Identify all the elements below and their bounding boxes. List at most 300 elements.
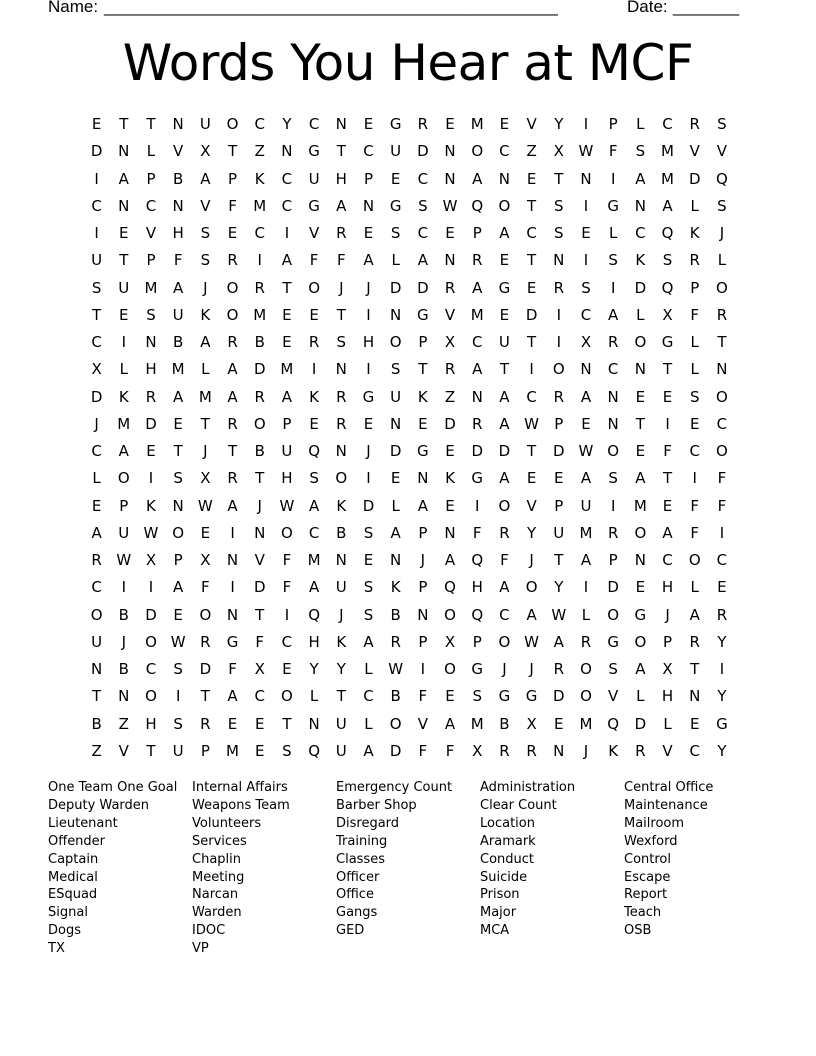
grid-letter: H <box>661 578 674 597</box>
grid-letter: Q <box>308 442 320 460</box>
grid-letter: Q <box>308 605 320 624</box>
grid-letter: O <box>552 360 565 379</box>
grid-letter: O <box>580 687 592 706</box>
grid-letter: A <box>526 605 537 624</box>
grid-letter: Q <box>308 741 320 760</box>
grid-letter: K <box>445 469 455 488</box>
grid-letter: T <box>336 305 346 324</box>
grid-letter: R <box>145 387 157 406</box>
grid-letter: G <box>226 632 239 651</box>
grid-letter: R <box>553 278 564 297</box>
grid-letter: G <box>498 687 511 706</box>
grid-letter: C <box>526 387 537 406</box>
grid-letter: S <box>608 469 618 488</box>
grid-letter: W <box>551 605 567 624</box>
grid-letter: E <box>717 578 727 597</box>
grid-letter: C <box>662 551 673 569</box>
grid-letter: S <box>91 278 102 297</box>
word-bank-item: Classes <box>336 851 385 867</box>
grid-letter: S <box>200 251 211 270</box>
grid-letter: D <box>498 442 511 460</box>
grid-letter: F <box>717 496 727 515</box>
word-search-grid <box>83 111 736 765</box>
grid-letter: E <box>689 714 700 733</box>
grid-letter: A <box>417 251 428 270</box>
grid-letter: P <box>554 414 564 433</box>
grid-letter: V <box>417 714 428 733</box>
grid-letter: I <box>284 605 290 624</box>
grid-letter: L <box>201 360 210 379</box>
grid-letter: B <box>390 605 401 624</box>
grid-letter: P <box>663 632 673 651</box>
grid-letter: L <box>608 224 618 242</box>
word-bank-item: Lieutenant <box>48 815 118 831</box>
grid-letter: D <box>417 278 429 297</box>
grid-letter: N <box>716 360 728 379</box>
grid-letter: I <box>230 523 235 542</box>
grid-letter: Q <box>471 605 484 624</box>
grid-letter: Q <box>444 578 456 597</box>
grid-letter: I <box>257 251 262 270</box>
grid-letter: W <box>279 496 295 515</box>
grid-letter: G <box>607 632 619 651</box>
grid-letter: B <box>254 442 265 460</box>
grid-letter: L <box>92 469 101 488</box>
grid-letter: I <box>583 251 589 270</box>
grid-letter: K <box>200 305 211 324</box>
grid-letter: U <box>335 741 347 760</box>
grid-letter: N <box>390 551 402 569</box>
grid-row <box>83 656 736 683</box>
word-bank-item: Disregard <box>336 815 400 831</box>
grid-letter: K <box>336 632 347 651</box>
word-bank-item: Internal Affairs <box>192 780 288 795</box>
grid-letter: D <box>553 442 565 460</box>
grid-letter: E <box>200 523 211 542</box>
grid-letter: N <box>417 605 429 624</box>
grid-letter: U <box>199 115 211 133</box>
grid-letter: G <box>417 442 429 460</box>
grid-letter: N <box>362 196 375 215</box>
grid-letter: D <box>417 142 429 161</box>
grid-letter: U <box>308 169 320 188</box>
grid-letter: R <box>390 632 401 651</box>
grid-letter: E <box>554 469 564 488</box>
grid-letter: X <box>553 142 564 161</box>
word-bank-column <box>480 779 624 958</box>
grid-letter: T <box>554 551 564 569</box>
grid-letter: G <box>498 278 511 297</box>
grid-letter: R <box>689 632 700 651</box>
grid-letter: N <box>172 115 184 133</box>
grid-letter: G <box>634 605 647 624</box>
grid-letter: M <box>117 414 131 433</box>
grid-letter: X <box>200 551 211 569</box>
grid-row <box>83 138 736 165</box>
grid-letter: Q <box>607 714 620 733</box>
grid-letter: N <box>607 387 619 406</box>
grid-letter: T <box>527 196 537 215</box>
grid-letter: V <box>145 224 157 242</box>
grid-letter: U <box>118 278 130 297</box>
grid-letter: H <box>362 333 375 351</box>
grid-letter: Z <box>444 387 456 406</box>
grid-letter: N <box>580 169 592 188</box>
grid-letter: V <box>716 142 728 161</box>
grid-letter: E <box>445 442 455 460</box>
grid-letter: H <box>172 224 184 242</box>
grid-letter: Q <box>716 169 728 188</box>
grid-letter: D <box>253 360 266 379</box>
grid-letter: A <box>227 360 238 379</box>
grid-letter: N <box>634 196 646 215</box>
grid-letter: E <box>581 224 591 242</box>
grid-letter: A <box>363 251 374 270</box>
grid-letter: Z <box>91 741 102 760</box>
grid-letter: T <box>282 714 292 733</box>
word-bank-item: Chaplin <box>192 851 241 867</box>
grid-letter: E <box>282 305 292 324</box>
grid-letter: C <box>716 551 728 569</box>
grid-letter: C <box>308 523 320 542</box>
word-bank-column <box>48 779 192 958</box>
grid-letter: C <box>580 305 592 324</box>
grid-letter: I <box>148 469 154 488</box>
word-bank-item: Gangs <box>336 905 378 921</box>
word-bank-item: Wexford <box>624 833 678 849</box>
word-bank-column <box>624 779 768 958</box>
grid-letter: H <box>335 169 347 188</box>
grid-letter: M <box>280 360 294 379</box>
grid-letter: I <box>121 578 126 597</box>
grid-letter: I <box>148 578 154 597</box>
grid-letter: A <box>363 741 374 760</box>
grid-letter: L <box>364 714 373 733</box>
grid-letter: R <box>200 714 211 733</box>
grid-letter: I <box>175 687 181 706</box>
grid-letter: O <box>117 469 130 488</box>
grid-letter: Q <box>471 551 484 569</box>
page-title: Words You Hear at MCF <box>122 34 694 92</box>
grid-letter: R <box>472 414 483 433</box>
grid-letter: Q <box>661 278 674 297</box>
grid-row <box>83 384 736 411</box>
grid-letter: D <box>607 578 619 597</box>
grid-letter: M <box>253 196 267 215</box>
grid-letter: T <box>200 414 210 433</box>
grid-letter: K <box>309 387 320 406</box>
word-bank-item: Warden <box>192 905 242 921</box>
grid-letter: A <box>499 578 510 597</box>
grid-letter: P <box>146 169 156 188</box>
grid-letter: T <box>227 142 238 161</box>
word-bank-item: Offender <box>48 833 106 849</box>
grid-letter: L <box>690 578 699 597</box>
grid-letter: X <box>254 660 265 678</box>
grid-letter: C <box>145 660 157 678</box>
grid-letter: D <box>90 387 103 406</box>
grid-row <box>83 275 736 302</box>
grid-letter: R <box>635 741 646 760</box>
word-bank-item: One Team One Goal <box>48 780 178 795</box>
grid-letter: P <box>554 496 564 515</box>
grid-letter: O <box>172 523 185 542</box>
grid-letter: Z <box>254 142 265 161</box>
grid-letter: J <box>257 496 262 515</box>
grid-row <box>83 166 736 193</box>
grid-letter: P <box>200 741 210 760</box>
grid-letter: R <box>689 115 700 133</box>
grid-letter: A <box>472 278 483 297</box>
grid-letter: O <box>281 523 293 542</box>
grid-letter: X <box>472 741 483 760</box>
grid-letter: E <box>119 224 129 242</box>
grid-letter: F <box>500 551 509 569</box>
grid-letter: N <box>553 251 565 270</box>
word-bank-column <box>192 779 336 958</box>
grid-letter: J <box>529 551 534 569</box>
grid-letter: L <box>146 142 156 161</box>
grid-letter: X <box>145 551 157 569</box>
word-bank-item: Medical <box>48 869 98 885</box>
grid-letter: R <box>689 251 700 270</box>
grid-letter: C <box>254 687 265 706</box>
grid-letter: A <box>227 496 238 515</box>
grid-letter: I <box>366 305 371 324</box>
grid-letter: N <box>417 469 429 488</box>
grid-letter: P <box>472 224 482 242</box>
grid-letter: E <box>309 414 319 433</box>
grid-letter: P <box>418 578 428 597</box>
grid-letter: N <box>254 523 266 542</box>
word-bank-item: Emergency Count <box>336 780 453 795</box>
grid-letter: W <box>143 523 159 542</box>
grid-letter: T <box>255 469 265 488</box>
grid-letter: L <box>690 196 699 215</box>
grid-letter: A <box>444 551 456 569</box>
grid-letter: C <box>363 687 374 706</box>
grid-letter: F <box>445 741 455 760</box>
word-bank-item: Report <box>624 887 668 903</box>
grid-letter: E <box>146 442 156 460</box>
grid-letter: G <box>525 687 538 706</box>
grid-letter: P <box>690 278 700 297</box>
grid-letter: A <box>227 687 238 706</box>
grid-letter: P <box>363 169 373 188</box>
grid-letter: N <box>634 551 646 569</box>
grid-letter: C <box>308 115 320 133</box>
grid-letter: R <box>254 278 265 297</box>
grid-letter: B <box>254 333 265 351</box>
grid-letter: A <box>635 660 646 678</box>
grid-letter: A <box>227 387 238 406</box>
grid-letter: R <box>227 333 238 351</box>
grid-letter: Z <box>526 142 537 161</box>
grid-letter: L <box>581 605 591 624</box>
grid-letter: G <box>471 660 484 678</box>
grid-letter: S <box>717 196 727 215</box>
grid-letter: D <box>634 714 647 733</box>
grid-letter: E <box>526 169 537 188</box>
grid-letter: W <box>578 442 594 460</box>
grid-letter: O <box>498 496 511 515</box>
grid-letter: V <box>608 687 619 706</box>
grid-letter: S <box>390 224 401 242</box>
grid-letter: E <box>227 714 238 733</box>
grid-row <box>83 602 736 629</box>
grid-letter: E <box>173 414 183 433</box>
grid-letter: C <box>716 414 728 433</box>
grid-letter: N <box>580 360 592 379</box>
grid-letter: A <box>118 169 129 188</box>
grid-letter: N <box>226 551 239 569</box>
grid-letter: I <box>610 169 616 188</box>
grid-letter: A <box>499 414 510 433</box>
word-bank-item: Location <box>480 815 535 831</box>
grid-letter: B <box>499 714 510 733</box>
grid-letter: O <box>634 632 647 651</box>
grid-letter: T <box>527 251 537 270</box>
grid-letter: D <box>362 496 375 515</box>
grid-letter: N <box>607 414 619 433</box>
grid-letter: E <box>635 387 646 406</box>
grid-letter: E <box>689 414 700 433</box>
grid-letter: X <box>526 714 537 733</box>
grid-row <box>83 683 736 710</box>
date-blank-line: _______ <box>673 0 740 16</box>
grid-letter: T <box>119 251 129 270</box>
grid-letter: C <box>689 442 700 460</box>
grid-letter: R <box>526 741 537 760</box>
grid-letter: M <box>226 741 239 760</box>
grid-letter: T <box>554 169 564 188</box>
word-bank-item: Prison <box>480 887 520 903</box>
grid-letter: O <box>444 660 456 678</box>
grid-letter: B <box>173 333 184 351</box>
grid-letter: L <box>636 115 645 133</box>
grid-letter: M <box>144 278 158 297</box>
grid-letter: B <box>118 605 129 624</box>
grid-letter: S <box>608 660 618 678</box>
grid-row <box>83 738 736 765</box>
grid-letter: O <box>253 414 266 433</box>
grid-letter: V <box>254 551 265 569</box>
grid-letter: E <box>554 714 564 733</box>
grid-letter: K <box>254 169 265 188</box>
grid-letter: S <box>173 469 183 488</box>
grid-letter: A <box>580 387 592 406</box>
grid-letter: L <box>717 251 727 270</box>
header-fields <box>48 0 748 18</box>
grid-row <box>83 629 736 656</box>
grid-letter: E <box>363 115 374 133</box>
grid-letter: A <box>472 169 483 188</box>
grid-letter: F <box>472 523 482 542</box>
grid-letter: K <box>608 741 619 760</box>
grid-letter: G <box>308 196 320 215</box>
grid-letter: Y <box>527 523 537 542</box>
grid-letter: R <box>336 387 347 406</box>
grid-letter: R <box>308 333 320 351</box>
grid-letter: C <box>662 115 673 133</box>
grid-letter: A <box>390 523 401 542</box>
grid-letter: X <box>91 360 102 379</box>
grid-letter: O <box>607 605 620 624</box>
grid-letter: T <box>282 278 292 297</box>
grid-letter: E <box>363 224 374 242</box>
grid-letter: C <box>363 142 374 161</box>
grid-letter: T <box>336 687 346 706</box>
grid-letter: J <box>121 632 126 651</box>
grid-letter: H <box>661 687 674 706</box>
grid-letter: I <box>556 333 561 351</box>
word-bank-item: GED <box>336 923 365 939</box>
grid-row <box>83 574 736 601</box>
grid-letter: T <box>92 687 102 706</box>
word-bank-item: Services <box>192 833 247 849</box>
grid-letter: U <box>91 632 103 651</box>
grid-row <box>83 329 736 356</box>
grid-letter: A <box>635 169 646 188</box>
grid-letter: R <box>716 305 728 324</box>
grid-letter: B <box>336 523 347 542</box>
grid-letter: C <box>254 224 265 242</box>
grid-letter: J <box>339 278 344 297</box>
word-bank-item: Narcan <box>192 887 239 903</box>
grid-letter: F <box>255 632 265 651</box>
grid-letter: J <box>339 605 344 624</box>
grid-letter: N <box>444 523 456 542</box>
grid-letter: N <box>335 115 347 133</box>
grid-letter: C <box>417 169 429 188</box>
grid-letter: U <box>390 387 402 406</box>
grid-letter: F <box>418 741 428 760</box>
grid-letter: A <box>281 251 293 270</box>
word-bank-item: Major <box>480 905 517 921</box>
grid-letter: O <box>498 632 511 651</box>
grid-letter: R <box>200 632 211 651</box>
grid-row <box>83 193 736 220</box>
word-bank-item: TX <box>48 941 65 957</box>
grid-letter: C <box>281 169 293 188</box>
grid-letter: T <box>690 660 700 678</box>
grid-letter: I <box>719 523 725 542</box>
grid-letter: K <box>689 224 700 242</box>
grid-letter: W <box>197 496 213 515</box>
grid-letter: T <box>255 605 265 624</box>
word-bank-item: Administration <box>480 780 576 795</box>
grid-letter: I <box>583 196 589 215</box>
grid-letter: M <box>470 714 484 733</box>
grid-letter: Y <box>717 687 727 706</box>
grid-letter: S <box>390 360 401 379</box>
grid-letter: E <box>254 714 265 733</box>
grid-letter: O <box>634 333 647 351</box>
grid-letter: T <box>227 442 238 460</box>
grid-letter: T <box>146 741 156 760</box>
grid-letter: C <box>526 224 537 242</box>
grid-letter: P <box>608 115 618 133</box>
word-bank-item: Central Office <box>624 780 714 795</box>
grid-letter: U <box>172 305 184 324</box>
grid-letter: E <box>363 551 374 569</box>
grid-letter: X <box>580 333 592 351</box>
grid-letter: S <box>418 196 428 215</box>
grid-letter: N <box>390 305 402 324</box>
grid-letter: I <box>583 578 589 597</box>
grid-letter: G <box>716 714 728 733</box>
grid-letter: C <box>417 224 429 242</box>
